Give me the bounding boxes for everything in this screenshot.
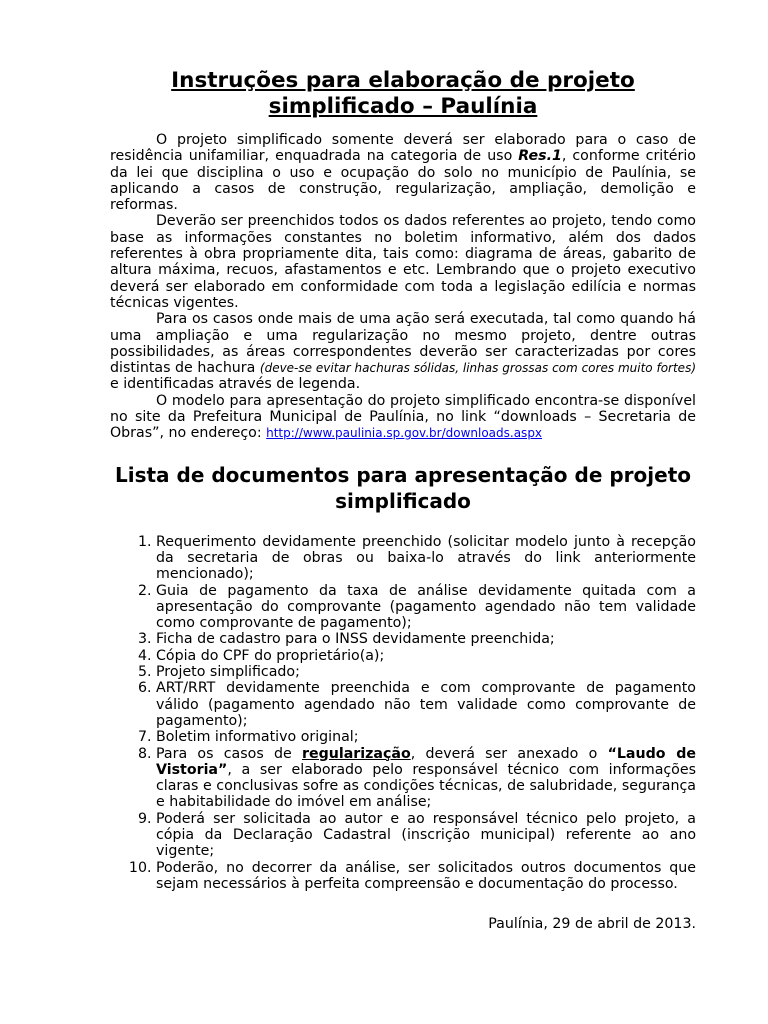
paragraph-scope-text-1: O projeto simplificado somente deverá ser elaborado para o caso de residência unifamiliar, enquadrada na categoria de uso [110, 132, 696, 165]
list-item: 4. Cópia do CPF do proprietário(a); [156, 648, 696, 664]
list-item: 1. Requerimento devidamente preenchido (solicitar modelo junto à recepção da secretaria de obras ou baixa-lo através do link anteriormente mencionado); [156, 534, 696, 583]
paragraph-required-data: Deverão ser preenchidos todos os dados referentes ao projeto, tendo como base as informações constantes no boletim informativo, além dos dados referentes à obra propriamente dita, tais como: diagrama de áreas, gabarito de altura máxima, recuos, afastamentos e etc. Lembrando que o projeto executivo deverá ser elaborado em conformidade com toda a legislação edilícia e normas técnicas vigentes. [110, 213, 696, 311]
paragraph-model-download [110, 393, 696, 442]
paragraph-scope-text-2: , conforme critério da lei que disciplina o uso e ocupação do solo no município de Paulínia, se aplicando a casos de construção, regularização, ampliação, demolição e reformas. [110, 148, 696, 214]
item8-text-3: , a ser elaborado pelo responsável técnico com informações claras e conclusivas sofre as condições técnicas, de salubridade, segurança e habitabilidade do imóvel em análise; [156, 761, 696, 811]
instructions-body [110, 132, 696, 442]
hatching-note: (deve-se evitar hachuras sólidas, linhas grossas com cores muito fortes) [259, 361, 696, 376]
laudo-de-vistoria-term: “Laudo de Vistoria” [156, 745, 696, 778]
list-item: 6. ART/RRT devidamente preenchida e com comprovante de pagamento válido (pagamento agendado não tem validade como comprovante de pagamento); [156, 680, 696, 729]
item8-text-1: Para os casos de [156, 745, 302, 762]
document-title: Instruções para elaboração de projeto simplificado – Paulínia [171, 68, 635, 119]
paragraph-hatching-text-1: Para os casos onde mais de uma ação será executada, tal como quando há uma ampliação e uma regularização no mesmo projeto, dentre outras possibilidades, as áreas correspondentes deverão ser caracterizadas por cores distintas de hachura [110, 311, 696, 377]
paragraph-hatching [110, 311, 696, 392]
date-sign-off: Paulínia, 29 de abril de 2013. [488, 916, 696, 933]
list-item: 10. Poderão, no decorrer da análise, ser solicitados outros documentos que sejam necessários à perfeita compreensão e documentação do processo. [156, 860, 696, 893]
usage-category-res1: Res.1 [518, 148, 562, 165]
regularizacao-term: regularização [302, 745, 411, 762]
documents-list-title: Lista de documentos para apresentação de projeto simplificado [114, 462, 691, 513]
downloads-link[interactable]: http://www.paulinia.sp.gov.br/downloads.aspx [266, 426, 543, 441]
list-item: 5. Projeto simplificado; [156, 664, 696, 680]
list-item: 2. Guia de pagamento da taxa de análise devidamente quitada com a apresentação do comprovante (pagamento agendado não tem validade como comprovante de pagamento); [156, 583, 696, 632]
paragraph-hatching-text-2: e identificadas através de legenda. [110, 376, 361, 393]
list-item: 3. Ficha de cadastro para o INSS devidamente preenchida; [156, 631, 696, 647]
paragraph-scope [110, 132, 696, 213]
list-item-regularizacao [156, 746, 696, 811]
documents-list [110, 534, 696, 893]
item8-text-2: , deverá ser anexado o [410, 745, 608, 762]
list-item: 7. Boletim informativo original; [156, 729, 696, 745]
list-item: 9. Poderá ser solicitada ao autor e ao responsável técnico pelo projeto, a cópia da Declaração Cadastral (inscrição municipal) referente ao ano vigente; [156, 811, 696, 860]
paragraph-model-download-text: O modelo para apresentação do projeto simplificado encontra-se disponível no site da Prefeitura Municipal de Paulínia, no link “downloads – Secretaria de Obras”, no endereço: [110, 392, 696, 442]
